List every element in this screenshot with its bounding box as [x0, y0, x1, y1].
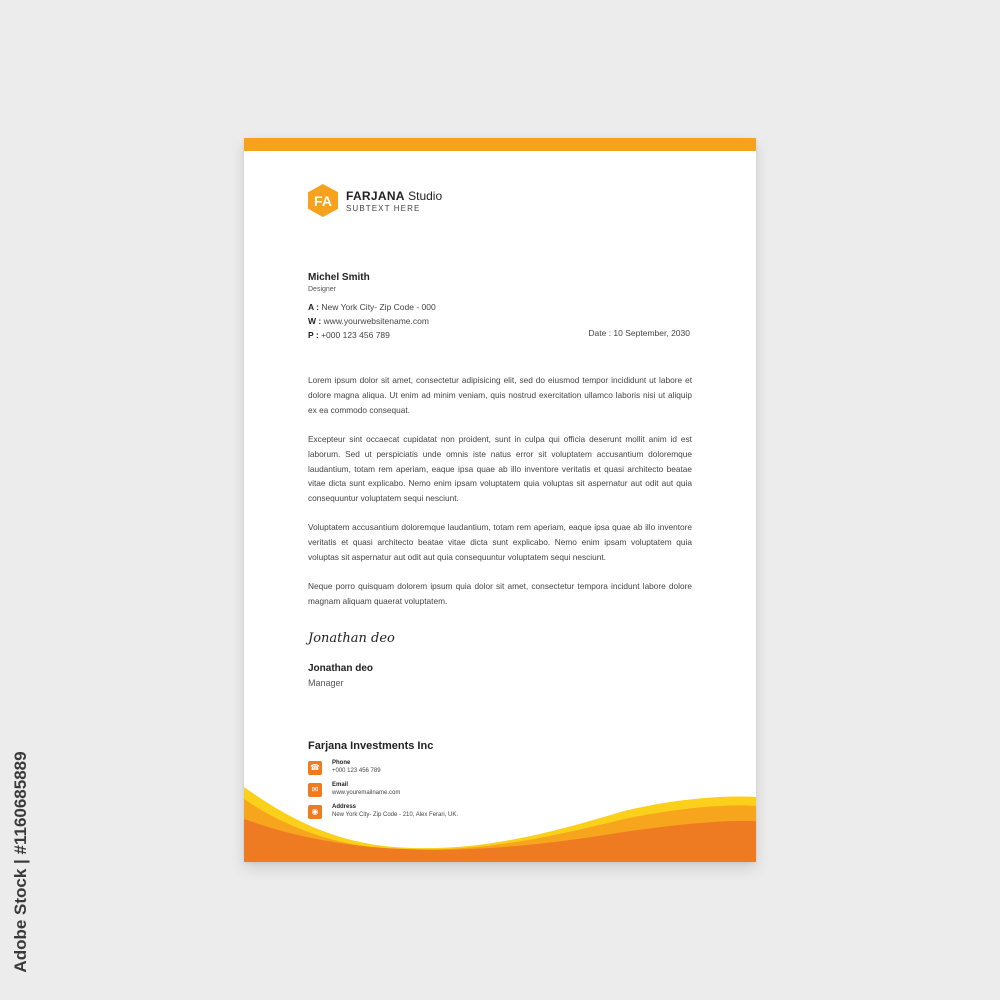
wave-layer-orange — [244, 819, 756, 862]
recipient-phone — [308, 330, 390, 340]
letter-date: Date : 10 September, 2030 — [588, 328, 690, 338]
brand-name-light: Studio — [408, 189, 443, 203]
recipient-address — [308, 302, 436, 312]
footer-email-value: www.youremailname.com — [332, 790, 401, 796]
signer-title: Manager — [308, 678, 344, 688]
footer-address-label: Address — [332, 804, 357, 810]
footer-phone-label: Phone — [332, 760, 351, 766]
header-accent-bar — [244, 138, 756, 151]
email-icon: ✉ — [308, 783, 322, 797]
phone-key: P : — [308, 330, 319, 340]
website-value: www.yourwebsitename.com — [323, 316, 429, 326]
brand-name-bold: FARJANA — [346, 189, 405, 203]
brand-subtext: SUBTEXT HERE — [346, 204, 421, 213]
footer-wave-decoration — [244, 787, 756, 862]
brand-initials: FA — [314, 192, 332, 209]
website-key: W : — [308, 316, 322, 326]
letterhead-page — [244, 138, 756, 862]
body-paragraph: Lorem ipsum dolor sit amet, consectetur adipisicing elit, sed do eiusmod tempor incididunt ut labore et dolore magna aliqua. Ut enim ad minim veniam, quis nostrud exercitation ullamco laboris nisi ut aliquip ex ea commodo consequat. — [308, 375, 692, 415]
stock-id-watermark — [8, 753, 34, 971]
stock-id-text: Adobe Stock | #1160685889 — [11, 751, 30, 973]
footer-company-name: Farjana Investments Inc — [308, 740, 434, 752]
body-paragraph: Voluptatem accusantium doloremque laudantium, totam rem aperiam, eaque ipsa quae ab illo inventore veritatis et quasi architecto beatae vitae dicta sunt explicabo. Nemo enim ipsam voluptatem quia voluptas sit aspernatur aut odit aut quia consequuntur voluptatem sequi nesciunt. — [308, 522, 692, 563]
footer-email-label: Email — [332, 782, 349, 788]
body-paragraph: Excepteur sint occaecat cupidatat non proident, sunt in culpa qui officia deserunt mollit anim id est laborum. Sed ut perspiciatis unde omnis iste natus error sit voluptatem accusantium doloremque laudantium, totam rem aperiam, eaque ipsa quae ab illo inventore veritatis et quasi architecto beatae vitae dicta sunt explicabo. Nemo enim ipsam voluptatem quia voluptas sit aspernatur aut odit aut quia consequuntur voluptatem sequi nesciunt. — [308, 433, 692, 504]
brand-logo-badge — [308, 184, 338, 217]
address-value: New York City- Zip Code - 000 — [321, 302, 436, 312]
handwritten-signature: Jonathan deo — [308, 631, 395, 646]
brand-name — [346, 189, 442, 203]
recipient-website — [308, 316, 429, 326]
body-paragraph: Neque porro quisquam dolorem ipsum quia dolor sit amet, consectetur tempora incidunt labore dolore magnam aliquam quaerat voluptatem. — [308, 580, 692, 606]
footer-address-value: New York City- Zip Code - 210, Alex Ferari, UK. — [332, 812, 459, 818]
recipient-role: Designer — [308, 286, 337, 293]
location-pin-icon: ◉ — [308, 805, 322, 819]
address-key: A : — [308, 302, 320, 312]
phone-icon: ☎ — [308, 761, 322, 775]
footer-phone-value: +000 123 456 789 — [332, 768, 381, 774]
letter-body — [308, 373, 692, 623]
signer-name: Jonathan deo — [308, 663, 374, 674]
phone-value: +000 123 456 789 — [321, 330, 390, 340]
recipient-name: Michel Smith — [308, 272, 370, 283]
